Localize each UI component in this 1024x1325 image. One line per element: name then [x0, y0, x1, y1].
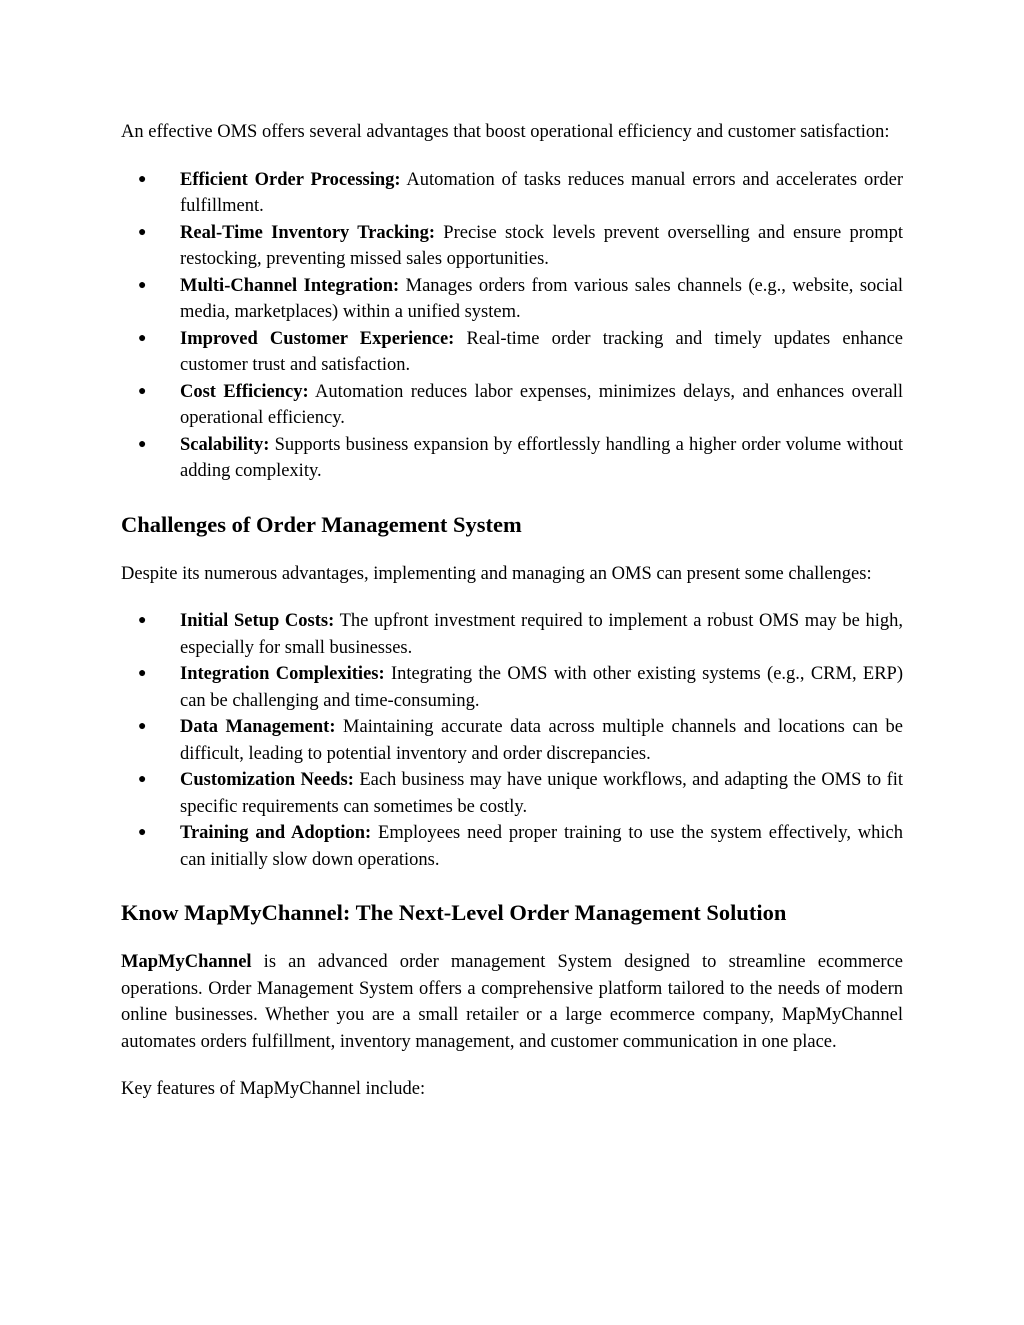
- list-item-term: Multi-Channel Integration:: [180, 275, 400, 296]
- bullet-icon: ●: [138, 171, 147, 187]
- list-item: [121, 820, 903, 873]
- bullet-icon: ●: [138, 719, 147, 734]
- list-item-text: Integrating the OMS with other existing systems (e.g., CRM, ERP) can be challenging and time-consuming.: [180, 664, 903, 711]
- brand-name: MapMyChannel: [121, 952, 252, 972]
- bullet-icon: ●: [138, 277, 147, 293]
- list-item-term: Integration Complexities:: [180, 664, 385, 684]
- intro-paragraph: An effective OMS offers several advantages that boost operational efficiency and customer satisfaction:: [121, 122, 890, 142]
- list-item: [121, 379, 903, 432]
- bullet-icon: ●: [138, 613, 147, 628]
- challenges-heading: Challenges of Order Management System: [121, 511, 522, 537]
- list-item-text: Real-time order tracking and timely updates enhance customer trust and satisfaction.: [180, 328, 903, 375]
- list-item-text: Automation reduces labor expenses, minimizes delays, and enhances overall operational efficiency.: [180, 381, 903, 428]
- list-item-text: Precise stock levels prevent overselling and ensure prompt restocking, preventing missed sales opportunities.: [180, 222, 903, 269]
- bullet-icon: ●: [138, 772, 147, 787]
- list-item-text: Supports business expansion by effortlessly handling a higher order volume without adding complexity.: [180, 434, 903, 481]
- list-item-term: Efficient Order Processing:: [180, 169, 401, 190]
- list-item: [121, 661, 903, 714]
- know-mapmychannel-paragraph: [121, 949, 903, 1055]
- list-item-text: The upfront investment required to implement a robust OMS may be high, especially for small businesses.: [180, 611, 903, 658]
- list-item-term: Initial Setup Costs:: [180, 611, 335, 631]
- list-item-term: Scalability:: [180, 434, 270, 455]
- list-item: [121, 273, 903, 326]
- list-item: [121, 608, 903, 661]
- bullet-icon: ●: [138, 330, 147, 346]
- bullet-icon: ●: [138, 383, 147, 399]
- list-item: [121, 432, 903, 485]
- list-item-text: Manages orders from various sales channels (e.g., website, social media, marketplaces) within a unified system.: [180, 275, 904, 322]
- challenges-intro-paragraph: Despite its numerous advantages, implementing and managing an OMS can present some challenges:: [121, 563, 872, 584]
- list-item-text: Employees need proper training to use the system effectively, which can initially slow down operations.: [180, 823, 903, 870]
- list-item: [121, 326, 903, 379]
- list-item: [121, 220, 903, 273]
- list-item-term: Real-Time Inventory Tracking:: [180, 222, 435, 243]
- list-item-term: Cost Efficiency:: [180, 381, 309, 402]
- list-item: [121, 767, 903, 820]
- know-mapmychannel-text: is an advanced order management System designed to streamline ecommerce operations. Order Management System offers a comprehensive platform tailored to the needs of modern online businesses. Whether you are a small retailer or a large ecommerce company, MapMyChannel automates orders fulfillment, inventory management, and customer communication in one place.: [121, 952, 903, 1052]
- know-mapmychannel-heading: Know MapMyChannel: The Next-Level Order Management Solution: [121, 900, 787, 925]
- list-item: [121, 714, 903, 767]
- document-page: [121, 119, 903, 1103]
- bullet-icon: ●: [138, 825, 147, 840]
- list-item-text: Automation of tasks reduces manual errors and accelerates order fulfillment.: [180, 169, 903, 216]
- list-item-term: Training and Adoption:: [180, 823, 372, 843]
- bullet-icon: ●: [138, 436, 147, 452]
- advantages-list: [121, 167, 903, 485]
- list-item: [121, 167, 903, 220]
- bullet-icon: ●: [138, 666, 147, 681]
- key-features-paragraph: Key features of MapMyChannel include:: [121, 1079, 426, 1099]
- bullet-icon: ●: [138, 224, 147, 240]
- list-item-term: Customization Needs:: [180, 770, 354, 790]
- list-item-text: Each business may have unique workflows, and adapting the OMS to fit specific requirements can sometimes be costly.: [180, 770, 904, 817]
- list-item-term: Data Management:: [180, 717, 336, 737]
- list-item-text: Maintaining accurate data across multiple channels and locations can be difficult, leading to potential inventory and order discrepancies.: [180, 717, 904, 764]
- challenges-list: [121, 608, 903, 873]
- list-item-term: Improved Customer Experience:: [180, 328, 455, 349]
